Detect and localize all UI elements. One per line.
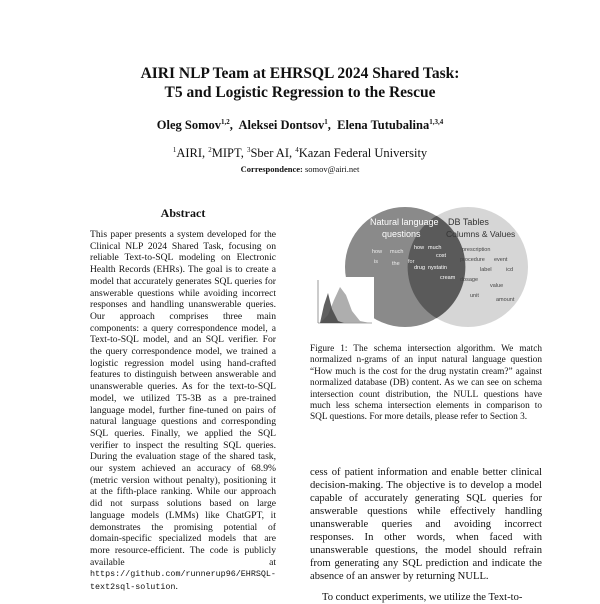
right-word: icd	[506, 267, 514, 273]
venn-diagram	[310, 205, 542, 330]
affil-name: MIPT	[211, 146, 241, 160]
figure-caption: Figure 1: The schema intersection algorithm. We match normalized n-grams of an input natural language question “How much is the cost for the drug nystatin cream?” against normalized database (DB) content. As we can see on schema intersection count distribution, the NULL questions have much less schema intersection elements in comparison to SQL questions. For more details, please refer to Section 3.	[310, 344, 542, 423]
intersection-word: drug	[414, 265, 426, 271]
histogram-inset	[312, 277, 374, 329]
right-word: procedure	[460, 257, 485, 263]
right-word: prescription	[462, 247, 491, 253]
abstract-end: .	[175, 581, 178, 593]
intersection-word: nystatin	[428, 265, 447, 271]
right-circle-label: Columns & Values	[446, 229, 516, 239]
code-link[interactable]: https://github.com/runnerup96/EHRSQL-text2sql-solution	[90, 569, 276, 593]
affil-sup: 3	[246, 145, 251, 154]
right-word: event	[494, 257, 508, 263]
intersection-word: cost	[436, 253, 447, 259]
affil-name: AIRI	[176, 146, 203, 160]
figure-1	[310, 205, 542, 330]
abstract-heading: Abstract	[160, 206, 206, 220]
right-word: label	[480, 267, 492, 273]
author-sup: 1,2	[221, 117, 230, 126]
affiliations: $^1$AIRI, $^2$MIPT, $^3$Sber AI, $^4$Kazan Federal University	[172, 145, 428, 160]
left-word: for	[408, 259, 415, 265]
affil-name: Kazan Federal University	[298, 146, 428, 160]
affil-sup: 1	[172, 145, 177, 154]
author-name: Aleksei Dontsov	[238, 118, 325, 132]
left-circle-label: questions	[382, 229, 421, 239]
left-word: the	[392, 261, 400, 267]
correspondence-label: Correspondence:	[240, 164, 303, 174]
author-name: Elena Tutubalina	[337, 118, 430, 132]
abstract-body: This paper presents a system developed for the Clinical NLP 2024 Shared Task, focusing on reliable Text-to-SQL modeling on Electronic Health Records (EHRs). The goal is to create a model that accurately generates SQL queries for answerable questions while avoiding incorrect responses and handling unanswerable queries. Our approach comprises three main components: a query correspondence model, a Text-to-SQL model, and an SQL verifier. For the query correspondence model, we trained a logistic regression model using hand-crafted features to distinguish between answerable and unanswerable queries. As for the text-to-SQL model, we utilized T5-3B as a pre-trained language model, further fine-tuned on pairs of natural language questions and corresponding SQL queries. Finally, we applied the SQL verifier to inspect the resulting SQL queries. During the evaluation stage of the shared task, our system achieved an accuracy of 68.9% (metric version without penalty), positioning it at the fifth-place ranking. While our approach did not surpass solutions based on large language models (LMMs) like ChatGPT, it demonstrates the promising potential of domain-specific specialized models that are more resource-efficient. The code is publicly available at	[90, 229, 276, 568]
left-word: much	[390, 249, 404, 255]
affil-sup: 4	[295, 145, 299, 154]
right-word: dosage	[460, 277, 479, 283]
title-line-2: T5 and Logistic Regression to the Rescue	[164, 84, 436, 101]
intersection-word: how	[414, 245, 425, 251]
paper-title	[0, 64, 600, 102]
author-sup: 1	[324, 117, 328, 126]
left-circle-label: Natural language	[370, 217, 439, 227]
body-paragraph: cess of patient information and enable better clinical decision-making. The objective is to develop a model capable of accurately generating SQL queries for answerable questions while effectively handling unanswerable queries and avoiding incorrect responses. In other words, when faced with unanswerable questions, the model should refrain from generating any SQL prediction and indicate the absence of an answer by returning NULL.	[310, 467, 542, 582]
left-word: is	[374, 259, 378, 265]
abstract-text	[90, 229, 276, 594]
author-name: Oleg Somov	[156, 118, 222, 132]
right-word: unit	[470, 293, 479, 299]
right-word: amount	[496, 297, 515, 303]
left-word: how	[372, 249, 383, 255]
intersection-word: much	[428, 245, 442, 251]
author-sup: 1,3,4	[429, 117, 444, 126]
author-list: Oleg Somov$^{1,2}$, Aleksei Dontsov$^1$, Elena Tutubalina$^{1,3,4}$	[156, 117, 444, 132]
body-paragraph-start: To conduct experiments, we utilize the Text-to-	[322, 592, 523, 603]
title-line-1: AIRI NLP Team at EHRSQL 2024 Shared Task:	[140, 65, 460, 82]
correspondence-email[interactable]: somov@airi.net	[304, 164, 360, 174]
intersection-word: cream	[440, 275, 456, 281]
affil-sup: 2	[208, 145, 212, 154]
affil-name: Sber AI	[250, 146, 289, 160]
correspondence	[0, 164, 600, 174]
right-circle-label: DB Tables	[448, 217, 489, 227]
right-word: value	[490, 283, 504, 289]
